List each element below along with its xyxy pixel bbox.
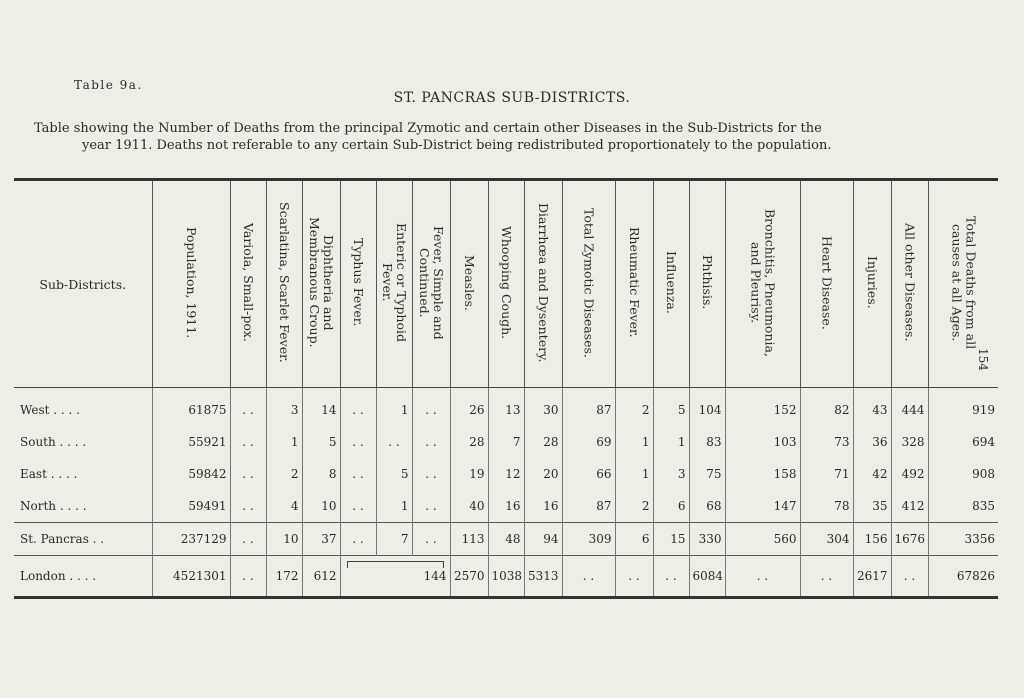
header-total-deaths: Total Deaths from all causes at all Ages.: [928, 180, 998, 388]
table-cell: 87: [562, 388, 615, 427]
header-row: [14, 180, 998, 388]
table-cell: 28: [524, 426, 562, 458]
table-cell: 94: [524, 523, 562, 556]
table-cell: 492: [891, 458, 928, 490]
table-cell: . .: [412, 458, 450, 490]
table-cell: 35: [853, 490, 891, 523]
table-cell: 3356: [928, 523, 998, 556]
table-cell: 1: [615, 426, 653, 458]
table-cell: 103: [725, 426, 800, 458]
table-cell: East . . . .: [20, 467, 78, 481]
table-cell: 67826: [928, 556, 998, 598]
header-influenza: Influenza.: [653, 180, 689, 388]
table-cell: 6: [653, 490, 689, 523]
table-cell: 172: [266, 556, 302, 598]
table-cell: 147: [725, 490, 800, 523]
description-line-1: Table showing the Number of Deaths from the principal Zymotic and certain other Diseases in the Sub-Districts for the: [34, 121, 822, 136]
header-population: Population, 1911.: [152, 180, 230, 388]
table-cell: 13: [488, 388, 524, 427]
table-cell: 908: [928, 458, 998, 490]
table-cell: 560: [725, 523, 800, 556]
table-cell: . .: [891, 556, 928, 598]
table-cell: 48: [488, 523, 524, 556]
table-cell: 1: [615, 458, 653, 490]
description-line-2: year 1911. Deaths not referable to any certain Sub-District being redistributed proportionately to the population.: [82, 138, 832, 153]
table-cell: 36: [853, 426, 891, 458]
header-all-other: All other Diseases.: [891, 180, 928, 388]
header-measles: Measles.: [450, 180, 488, 388]
table-cell: . .: [230, 458, 266, 490]
table-cell: 59491: [152, 490, 230, 523]
table-row-st-pancras: [14, 523, 998, 556]
table-cell: . .: [653, 556, 689, 598]
table-cell: 1: [653, 426, 689, 458]
table-cell: . .: [340, 458, 376, 490]
table-cell: 6084: [689, 556, 725, 598]
table-cell: 69: [562, 426, 615, 458]
table-cell: 83: [689, 426, 725, 458]
table-cell: . .: [725, 556, 800, 598]
table-cell: 43: [853, 388, 891, 427]
table-cell: . .: [230, 556, 266, 598]
table-cell: 5: [302, 426, 340, 458]
table-cell: . .: [412, 523, 450, 556]
table-cell: 68: [689, 490, 725, 523]
table-cell: . .: [340, 523, 376, 556]
table-cell: . .: [340, 388, 376, 427]
table-cell: 71: [800, 458, 853, 490]
table-cell: 82: [800, 388, 853, 427]
table-cell: 75: [689, 458, 725, 490]
table-cell: 1: [376, 388, 412, 427]
table-cell: 3: [266, 388, 302, 427]
table-description: [34, 120, 994, 154]
header-typhus: Typhus Fever.: [340, 180, 376, 388]
header-diarrhoea: Diarrhœa and Dysentery.: [524, 180, 562, 388]
table-cell: 2: [615, 490, 653, 523]
header-enteric: Enteric or Typhoid Fever.: [376, 180, 412, 388]
table-cell: 4521301: [152, 556, 230, 598]
table-row-north: [14, 490, 998, 523]
table-cell: 104: [689, 388, 725, 427]
table-cell: 61875: [152, 388, 230, 427]
table-cell: 10: [266, 523, 302, 556]
table-cell: 30: [524, 388, 562, 427]
table-cell: 15: [653, 523, 689, 556]
table-cell: 12: [488, 458, 524, 490]
table-cell: 444: [891, 388, 928, 427]
header-diphtheria: Diphtheria and Membranous Croup.: [302, 180, 340, 388]
table-cell: 7: [488, 426, 524, 458]
table-cell: 42: [853, 458, 891, 490]
table-cell: 19: [450, 458, 488, 490]
table-cell: 2617: [853, 556, 891, 598]
table-cell: 59842: [152, 458, 230, 490]
table-cell: 328: [891, 426, 928, 458]
table-cell: . .: [230, 388, 266, 427]
table-cell: 919: [928, 388, 998, 427]
table-cell: . .: [412, 490, 450, 523]
page-number: 154: [976, 348, 990, 371]
table-cell: 694: [928, 426, 998, 458]
table-row-east: [14, 458, 998, 490]
brace-mark: [347, 561, 444, 568]
table-cell: North . . . .: [20, 499, 87, 513]
combined-fevers-value: 144: [423, 569, 447, 583]
table-cell: 16: [524, 490, 562, 523]
table-cell: . .: [412, 388, 450, 427]
table-row-london: [14, 556, 998, 598]
table-cell: 1676: [891, 523, 928, 556]
table-cell: 87: [562, 490, 615, 523]
table-cell: 14: [302, 388, 340, 427]
table-cell: 5313: [524, 556, 562, 598]
header-total-zymotic: Total Zymotic Diseases.: [562, 180, 615, 388]
header-bronchitis: Bronchitis, Pneumonia, and Pleurisy.: [725, 180, 800, 388]
table-cell: 37: [302, 523, 340, 556]
table-cell: . .: [562, 556, 615, 598]
table-cell: 26: [450, 388, 488, 427]
header-injuries: Injuries.: [853, 180, 891, 388]
table-cell: . .: [615, 556, 653, 598]
table-cell: 152: [725, 388, 800, 427]
table-cell: 612: [302, 556, 340, 598]
header-scarlatina: Scarlatina, Scarlet Fever.: [266, 180, 302, 388]
deaths-table: [14, 178, 998, 599]
table-cell: 28: [450, 426, 488, 458]
header-phthisis: Phthisis.: [689, 180, 725, 388]
table-cell: 304: [800, 523, 853, 556]
table-cell: South . . . .: [20, 435, 87, 449]
table-cell: 73: [800, 426, 853, 458]
table-cell: 3: [653, 458, 689, 490]
header-whooping-cough: Whooping Cough.: [488, 180, 524, 388]
table-cell: . .: [230, 523, 266, 556]
table-cell: 2570: [450, 556, 488, 598]
table-cell: 55921: [152, 426, 230, 458]
table-cell: 156: [853, 523, 891, 556]
table-cell: 16: [488, 490, 524, 523]
header-fever-simple: Fever, Simple and Continued.: [412, 180, 450, 388]
table-cell: St. Pancras . .: [14, 523, 152, 556]
table-cell: 7: [376, 523, 412, 556]
table-cell: 20: [524, 458, 562, 490]
table-cell: 309: [562, 523, 615, 556]
table-cell: 2: [615, 388, 653, 427]
table-cell: . .: [230, 490, 266, 523]
table-cell: 113: [450, 523, 488, 556]
table-cell: . .: [340, 426, 376, 458]
table-cell: 1: [376, 490, 412, 523]
header-rheumatic-fever: Rheumatic Fever.: [615, 180, 653, 388]
table-cell: 8: [302, 458, 340, 490]
table-cell: 237129: [152, 523, 230, 556]
table-cell: . .: [376, 426, 412, 458]
table-cell: 40: [450, 490, 488, 523]
table-row-south: [14, 426, 998, 458]
table-cell: 5: [376, 458, 412, 490]
table-cell: 412: [891, 490, 928, 523]
table-cell: 1: [266, 426, 302, 458]
table-label: Table 9a.: [74, 78, 143, 92]
table-cell: 6: [615, 523, 653, 556]
table-cell: . .: [230, 426, 266, 458]
header-sub-districts: Sub-Districts.: [14, 180, 152, 388]
table-cell: 78: [800, 490, 853, 523]
table-cell: . .: [412, 426, 450, 458]
table-cell: London . . . .: [14, 556, 152, 598]
header-variola: Variola, Small-pox.: [230, 180, 266, 388]
header-heart-disease: Heart Disease.: [800, 180, 853, 388]
combined-fevers-cell: [340, 556, 450, 598]
table-cell: . .: [800, 556, 853, 598]
table-cell: 1038: [488, 556, 524, 598]
page-title: ST. PANCRAS SUB-DISTRICTS.: [393, 90, 631, 106]
table-cell: 5: [653, 388, 689, 427]
table-cell: 2: [266, 458, 302, 490]
table-cell: 158: [725, 458, 800, 490]
table-cell: 66: [562, 458, 615, 490]
table-cell: 4: [266, 490, 302, 523]
table-cell: 835: [928, 490, 998, 523]
table-cell: 330: [689, 523, 725, 556]
table-cell: West . . . .: [20, 403, 80, 417]
table-cell: 10: [302, 490, 340, 523]
table-cell: . .: [340, 490, 376, 523]
table-row-west: [14, 388, 998, 427]
